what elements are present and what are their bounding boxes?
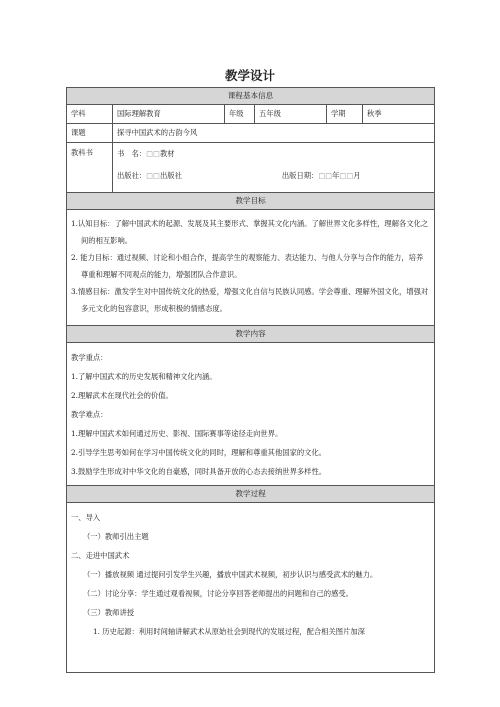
process-step-intro: 一、导入 <box>71 513 101 522</box>
publisher-placeholder: □□ <box>146 171 160 181</box>
process-detail: 1. 历史起源：利用时间轴讲解武术从原始社会到现代的发展过程，配合相关图片加深 <box>93 627 365 636</box>
publisher-suffix: 出版社 <box>159 171 182 181</box>
topic-value: 探寻中国武术的古韵今风 <box>113 124 435 143</box>
textbook-label: 教科书 <box>67 143 113 193</box>
section-title: 课程基本信息 <box>67 88 435 105</box>
book-name-label: 书 名： <box>117 149 147 159</box>
textbook-details <box>113 143 435 193</box>
lesson-plan-table <box>66 87 435 673</box>
objective-ability: 2. 能力目标：通过视频、讨论和小组合作，提高学生的观察能力、表达能力、与他人分享与合作的能力，培养尊重和理解不同观点的能力，增强团队合作意识。 <box>71 253 424 279</box>
term-value: 秋季 <box>363 105 435 124</box>
objective-cognitive: 1.认知目标：了解中国武术的起源、发展及其主要形式、掌握其文化内涵。了解世界文化多样性，理解各文化之间的相互影响。 <box>71 219 429 245</box>
subject-label: 学科 <box>67 105 113 124</box>
key-point-item: 1.了解中国武术的历史发展和精神文化内涵。 <box>71 372 217 381</box>
book-name-suffix: 教材 <box>159 149 175 159</box>
info-row-textbook <box>67 143 435 193</box>
publisher-line <box>117 169 430 183</box>
subject-value: 国际理解教育 <box>113 105 225 124</box>
book-name-line <box>117 147 430 161</box>
grade-value: 五年级 <box>255 105 327 124</box>
section-header-basic-info <box>67 88 435 105</box>
pubdate-year-unit: 年 <box>332 171 340 181</box>
process-substep: （一）教师引出主题 <box>83 532 149 541</box>
content-cell <box>67 343 435 486</box>
objectives-row <box>67 210 435 326</box>
pubdate-month-unit: 月 <box>353 171 361 181</box>
process-step-explore: 二、走进中国武术 <box>71 551 130 560</box>
key-point-item: 2.理解武术在现代社会的价值。 <box>71 391 173 400</box>
process-row <box>67 503 435 673</box>
term-label: 学期 <box>327 105 363 124</box>
section-title: 教学过程 <box>67 486 435 503</box>
document-title: 教学设计 <box>224 68 275 83</box>
pubdate-label: 出版日期： <box>281 171 319 181</box>
process-substep: （二）讨论分享：学生通过观看视频，讨论分享回答老师提出的问题和自己的感受。 <box>83 589 353 598</box>
section-header-process <box>67 486 435 503</box>
section-header-content <box>67 326 435 343</box>
topic-label: 课题 <box>67 124 113 143</box>
process-substep: （三）教师讲授 <box>83 608 135 617</box>
grade-label: 年级 <box>225 105 255 124</box>
content-row <box>67 343 435 486</box>
difficulty-item: 2.引导学生思考如何在学习中国传统文化的同时，理解和尊重其他国家的文化。 <box>71 448 327 457</box>
info-row-topic <box>67 124 435 143</box>
pubdate-month-placeholder: □□ <box>339 171 354 181</box>
process-substep: （一）播放视频 通过提问引发学生兴趣，播放中国武术视频，初步认识与感受武术的魅力。 <box>83 570 378 579</box>
difficulty-item: 1.理解中国武术如何通过历史、影视、国际赛事等途径走向世界。 <box>71 429 283 438</box>
pubdate-year-placeholder: □□ <box>318 171 333 181</box>
difficulties-label: 教学难点： <box>71 410 108 419</box>
info-row-subject <box>67 105 435 124</box>
publisher-label: 出版社： <box>117 171 147 181</box>
difficulty-item: 3.鼓励学生形成对中华文化的自豪感，同时具备开放的心态去接纳世界多样性。 <box>71 467 327 476</box>
book-name-placeholder: □□ <box>146 149 160 159</box>
process-cell <box>67 503 435 673</box>
section-title: 教学内容 <box>67 326 435 343</box>
section-title: 教学目标 <box>67 193 435 210</box>
objectives-cell <box>67 210 435 326</box>
objective-emotion: 3.情感目标：激发学生对中国传统文化的热爱，增强文化自信与民族认同感。学会尊重、理解外国文化，增强对多元文化的包容意识，形成积极的情感态度。 <box>71 287 429 313</box>
section-header-objectives <box>67 193 435 210</box>
key-points-label: 教学重点： <box>71 353 108 362</box>
